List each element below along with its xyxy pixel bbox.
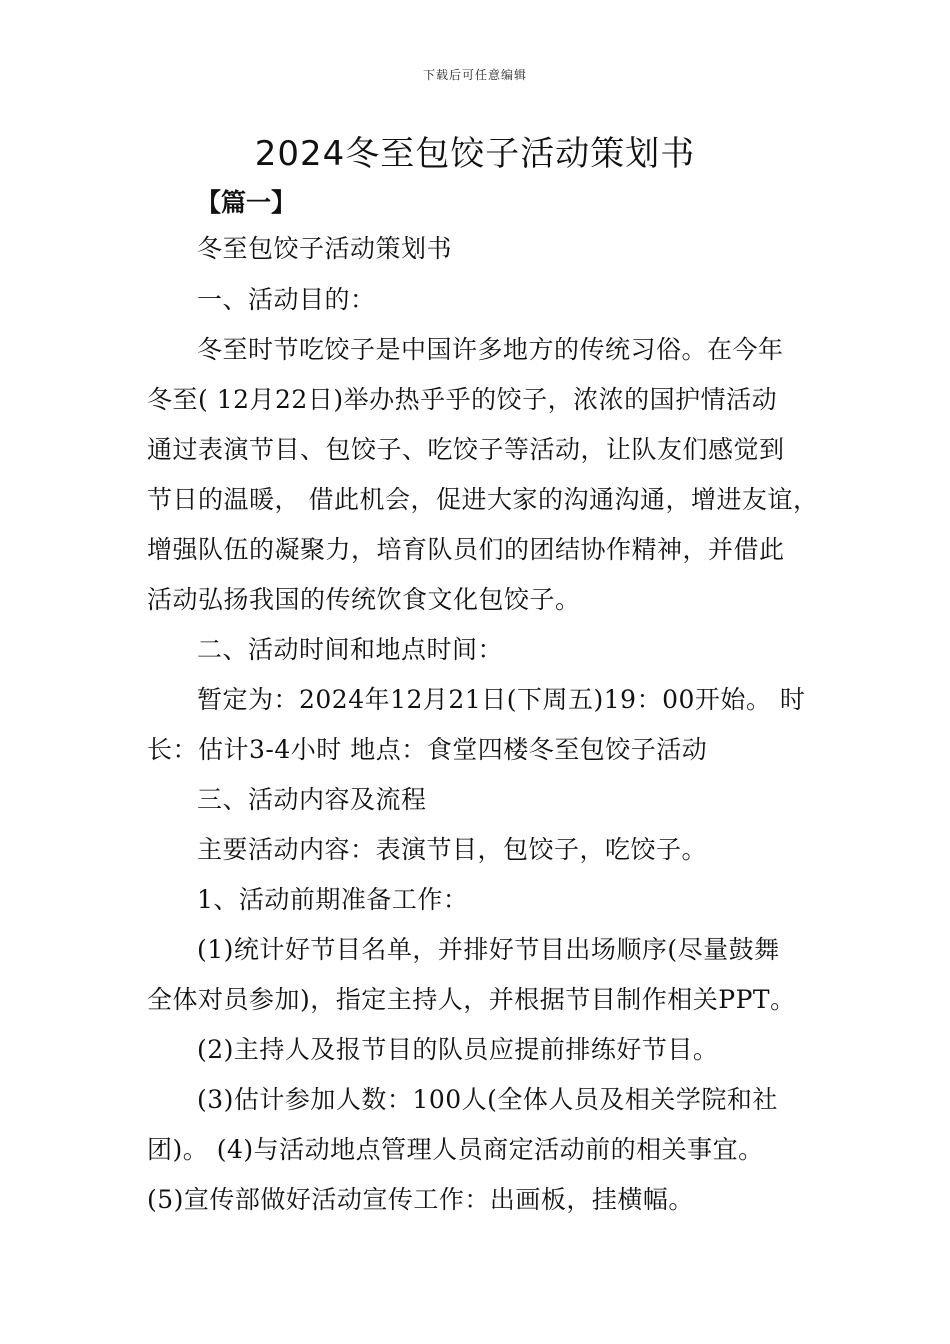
body-line: 全体对员参加)，指定主持人，并根据节目制作相关PPT。: [147, 985, 796, 1014]
body-line: 增强队伍的凝聚力，培育队员们的团结协作精神，并借此: [147, 535, 785, 564]
body-line: (5)宣传部做好活动宣传工作：出画板，挂横幅。: [147, 1185, 694, 1214]
body-line: 冬至( 12月22日)举办热乎乎的饺子，浓浓的国护情活动: [147, 385, 778, 414]
body-line: 二、活动时间和地点时间：: [197, 635, 504, 664]
body-line: 团)。 (4)与活动地点管理人员商定活动前的相关事宜。: [147, 1135, 764, 1164]
body-line: 冬至包饺子活动策划书: [197, 234, 453, 263]
body-line: (2)主持人及报节目的队员应提前排练好节目。: [197, 1035, 719, 1064]
body-line: (1)统计好节目名单，并排好节目出场顺序(尽量鼓舞: [197, 935, 780, 964]
body-line: 通过表演节目、包饺子、吃饺子等活动，让队友们感觉到: [147, 435, 785, 464]
body-line: 三、活动内容及流程: [197, 785, 427, 814]
body-line: 1、活动前期准备工作：: [197, 885, 469, 914]
document-title: 2024冬至包饺子活动策划书: [254, 134, 696, 174]
body-line: 节日的温暖， 借此机会，促进大家的沟通沟通，增进友谊，: [147, 485, 819, 514]
body-line: 主要活动内容：表演节目，包饺子，吃饺子。: [197, 835, 708, 864]
body-line: 活动弘扬我国的传统饮食文化包饺子。: [147, 585, 581, 614]
body-line: 暂定为：2024年12月21日(下周五)19：00开始。 时: [197, 685, 806, 714]
header-note: 下载后可任意编辑: [422, 68, 527, 82]
body-line: (3)估计参加人数：100人(全体人员及相关学院和社: [197, 1085, 778, 1114]
body-line: 长：估计3-4小时 地点：食堂四楼冬至包饺子活动: [147, 735, 708, 764]
body-line: 冬至时节吃饺子是中国许多地方的传统习俗。在今年: [197, 335, 784, 364]
section-label: 【篇一】: [196, 188, 297, 217]
body-line: 一、活动目的：: [197, 285, 376, 314]
